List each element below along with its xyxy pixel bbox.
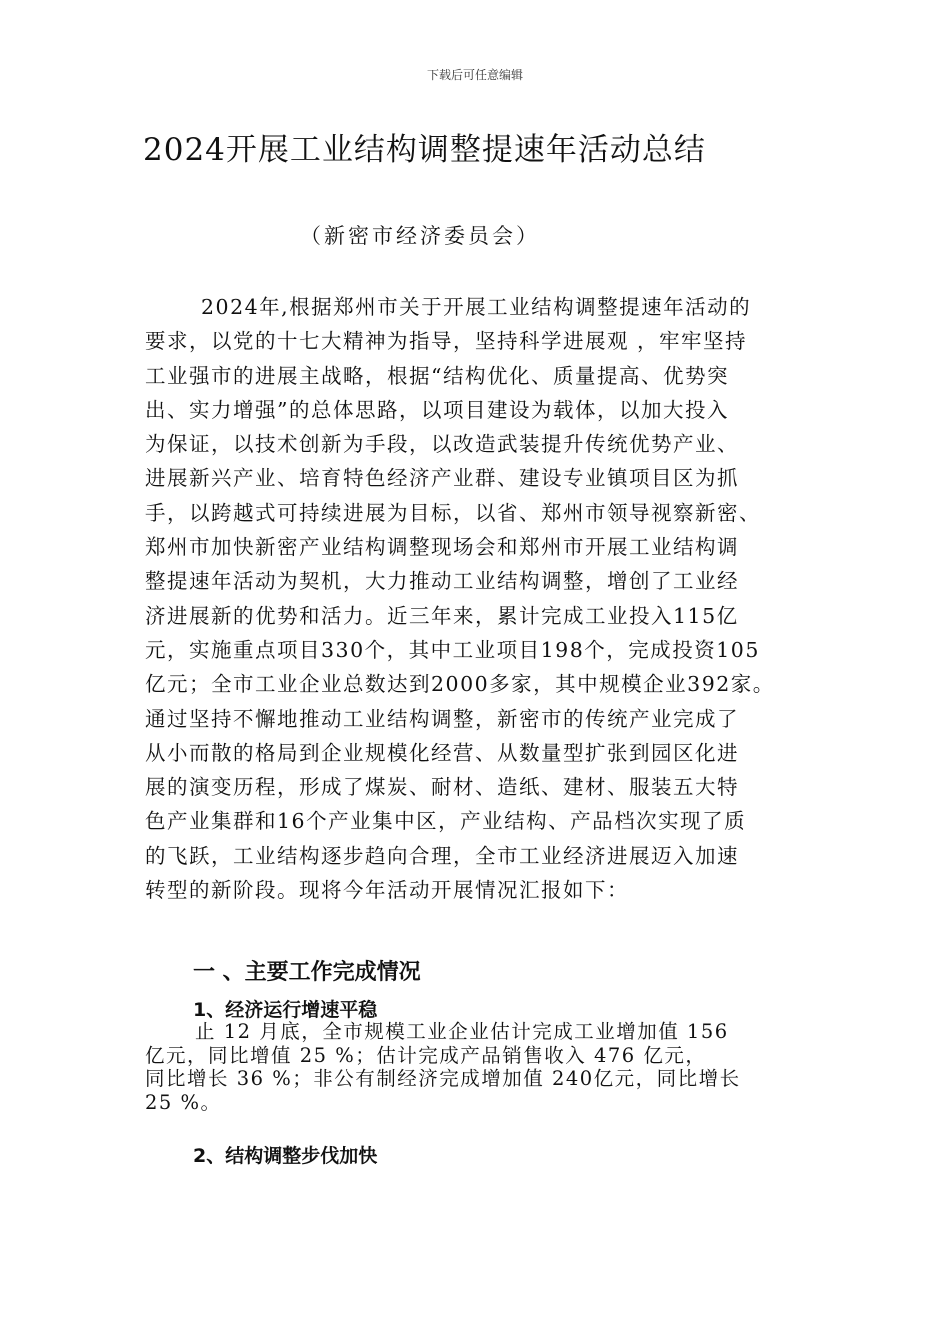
document-title: 2024开展工业结构调整提速年活动总结 bbox=[143, 132, 706, 168]
paragraph-line: 通过坚持不懈地推动工业结构调整，新密市的传统产业完成了 bbox=[145, 706, 739, 731]
section-heading: 一 、主要工作完成情况 bbox=[193, 960, 421, 985]
paragraph-line: 25 %。 bbox=[145, 1090, 222, 1114]
paragraph-line: 手，以跨越式可持续进展为目标，以省、郑州市领导视察新密、 bbox=[145, 500, 761, 525]
paragraph-line: 工业强市的进展主战略，根据“结构优化、质量提高、优势突 bbox=[145, 363, 729, 388]
subsection-heading: 2、结构调整步伐加快 bbox=[193, 1145, 378, 1167]
paragraph-line: 的飞跃，工业结构逐步趋向合理，全市工业经济进展迈入加速 bbox=[145, 843, 739, 868]
paragraph-line: 展的演变历程，形成了煤炭、耐材、造纸、建材、服装五大特 bbox=[145, 775, 739, 800]
paragraph-line: 元，实施重点项目330个，其中工业项目198个，完成投资105 bbox=[145, 637, 760, 662]
paragraph-line: 要求，以党的十七大精神为指导，坚持科学进展观 ，牢牢坚持 bbox=[145, 329, 748, 354]
paragraph-line: 2024年,根据郑州市关于开展工业结构调整提速年活动的 bbox=[201, 295, 752, 319]
paragraph-line: 同比增长 36 %；非公有制经济完成增加值 240亿元，同比增长 bbox=[145, 1067, 741, 1090]
paragraph-line: 亿元，同比增值 25 %；估计完成产品销售收入 476 亿元， bbox=[145, 1043, 707, 1067]
header-note: 下载后可任意编辑 bbox=[426, 68, 523, 82]
paragraph-line: 济进展新的优势和活力。近三年来，累计完成工业投入115亿 bbox=[145, 603, 739, 628]
paragraph-line: 转型的新阶段。现将今年活动开展情况汇报如下： bbox=[145, 878, 629, 903]
subsection-paragraph bbox=[145, 1020, 810, 1114]
intro-paragraph bbox=[145, 290, 805, 907]
paragraph-line: 整提速年活动为契机，大力推动工业结构调整，增创了工业经 bbox=[145, 569, 739, 594]
paragraph-line: 为保证，以技术创新为手段，以改造武装提升传统优势产业、 bbox=[145, 432, 739, 457]
paragraph-line: 亿元；全市工业企业总数达到2000多家，其中规模企业392家。 bbox=[145, 672, 775, 697]
paragraph-line: 色产业集群和16个产业集中区，产业结构、产品档次实现了质 bbox=[145, 809, 747, 834]
paragraph-line: 郑州市加快新密产业结构调整现场会和郑州市开展工业结构调 bbox=[145, 535, 739, 560]
paragraph-line: 从小而散的格局到企业规模化经营、从数量型扩张到园区化进 bbox=[145, 740, 739, 765]
subsection-heading: 1、经济运行增速平稳 bbox=[193, 999, 378, 1021]
paragraph-line: 进展新兴产业、培育特色经济产业群、建设专业镇项目区为抓 bbox=[145, 466, 739, 491]
paragraph-line: 出、实力增强”的总体思路，以项目建设为载体，以加大投入 bbox=[145, 397, 729, 422]
paragraph-line: 止 12 月底，全市规模工业企业估计完成工业增加值 156 bbox=[195, 1020, 729, 1043]
document-subtitle: （新密市经济委员会） bbox=[300, 224, 540, 248]
